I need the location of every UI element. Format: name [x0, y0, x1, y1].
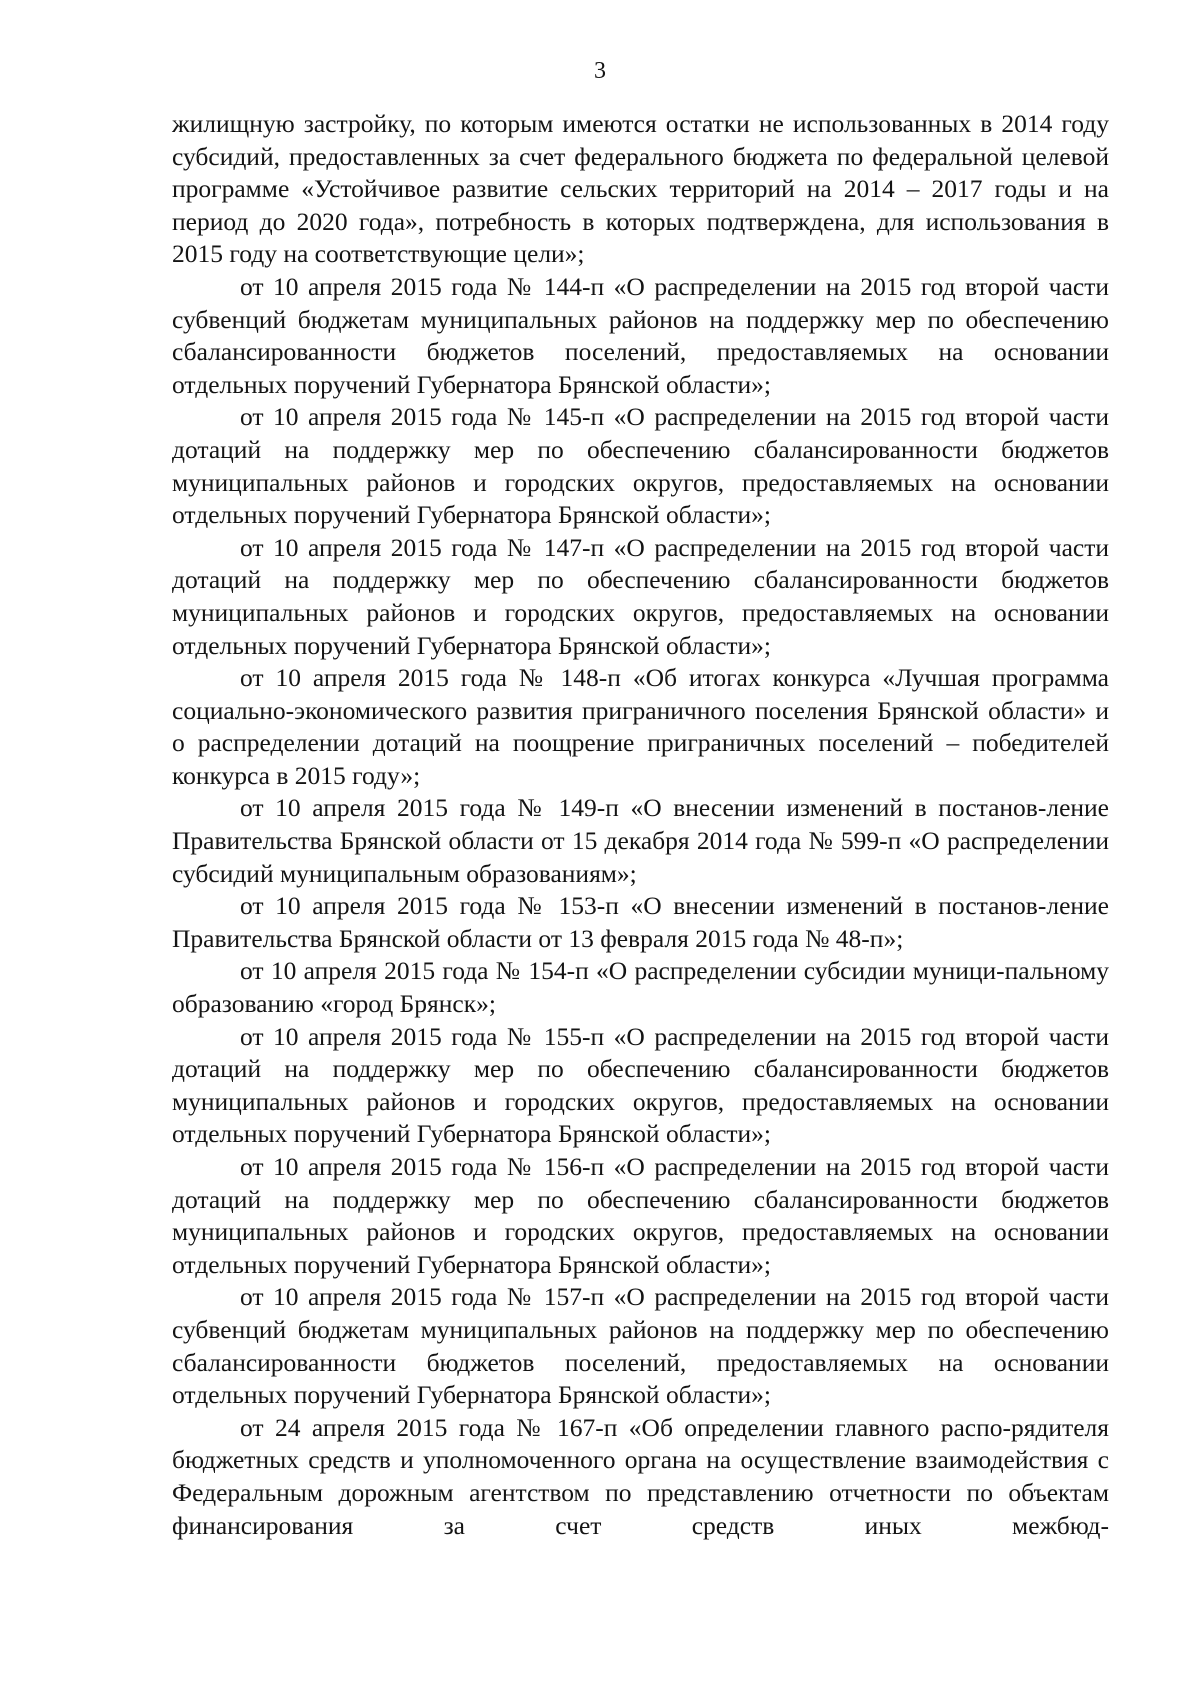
- paragraph-resolution-155: от 10 апреля 2015 года № 155-п «О распределении на 2015 год второй части дотаций на поддержку мер по обеспечению сбалансированности бюджетов муниципальных районов и городских округов, предоставляемых на основании отдельных поручений Губернатора Брянской области»;: [172, 1021, 1109, 1149]
- paragraph-resolution-156: от 10 апреля 2015 года № 156-п «О распределении на 2015 год второй части дотаций на поддержку мер по обеспечению сбалансированности бюджетов муниципальных районов и городских округов, предоставляемых на основании отдельных поручений Губернатора Брянской области»;: [172, 1152, 1109, 1279]
- paragraph-continuation: жилищную застройку, по которым имеются остатки не использованных в 2014 году субсидий, предоставленных за счет федерального бюджета по федеральной целевой программе «Устойчивое развитие сельских территорий на 2014 – 2017 годы и на период до 2020 года», потребность в которых подтверждена, для использования в 2015 году на соответствующие цели»;: [172, 109, 1109, 269]
- page-number: 3: [594, 58, 606, 84]
- paragraph-resolution-148: от 10 апреля 2015 года № 148-п «Об итогах конкурса «Лучшая программа социально-экономического развития приграничного поселения Брянской области» и о распределении дотаций на поощрение приграничных поселений – победителей конкурса в 2015 году»;: [172, 663, 1109, 790]
- paragraph-resolution-157: от 10 апреля 2015 года № 157-п «О распределении на 2015 год второй части субвенций бюджетам муниципальных районов на поддержку мер по обеспечению сбалансированности бюджетов поселений, предоставляемых на основании отдельных поручений Губернатора Брянской области»;: [172, 1282, 1109, 1410]
- paragraph-resolution-144: от 10 апреля 2015 года № 144-п «О распределении на 2015 год второй части субвенций бюджетам муниципальных районов на поддержку мер по обеспечению сбалансированности бюджетов поселений, предоставляемых на основании отдельных поручений Губернатора Брянской области»;: [172, 271, 1109, 399]
- paragraph-resolution-154: от 10 апреля 2015 года № 154-п «О распределении субсидии муници-пальному образованию «город Брянск»;: [172, 956, 1109, 1019]
- paragraph-resolution-147: от 10 апреля 2015 года № 147-п «О распределении на 2015 год второй части дотаций на поддержку мер по обеспечению сбалансированности бюджетов муниципальных районов и городских округов, предоставляемых на основании отдельных поручений Губернатора Брянской области»;: [172, 532, 1109, 660]
- paragraph-resolution-149: от 10 апреля 2015 года № 149-п «О внесении изменений в постанов-ление Правительства Брянской области от 15 декабря 2014 года № 599-п «О распределении субсидий муниципальным образованиям»;: [172, 793, 1109, 888]
- paragraph-resolution-167: от 24 апреля 2015 года № 167-п «Об определении главного распо-рядителя бюджетных средств и уполномоченного органа на осуществление взаимодействия с Федеральным дорожным агентством по представлению отчетности по объектам финансирования за счет средств иных межбюд-: [172, 1412, 1109, 1540]
- paragraph-resolution-145: от 10 апреля 2015 года № 145-п «О распределении на 2015 год второй части дотаций на поддержку мер по обеспечению сбалансированности бюджетов муниципальных районов и городских округов, предоставляемых на основании отдельных поручений Губернатора Брянской области»;: [172, 402, 1109, 530]
- paragraph-resolution-153: от 10 апреля 2015 года № 153-п «О внесении изменений в постанов-ление Правительства Брянской области от 13 февраля 2015 года № 48-п»;: [172, 891, 1109, 953]
- document-body: [172, 108, 1109, 1542]
